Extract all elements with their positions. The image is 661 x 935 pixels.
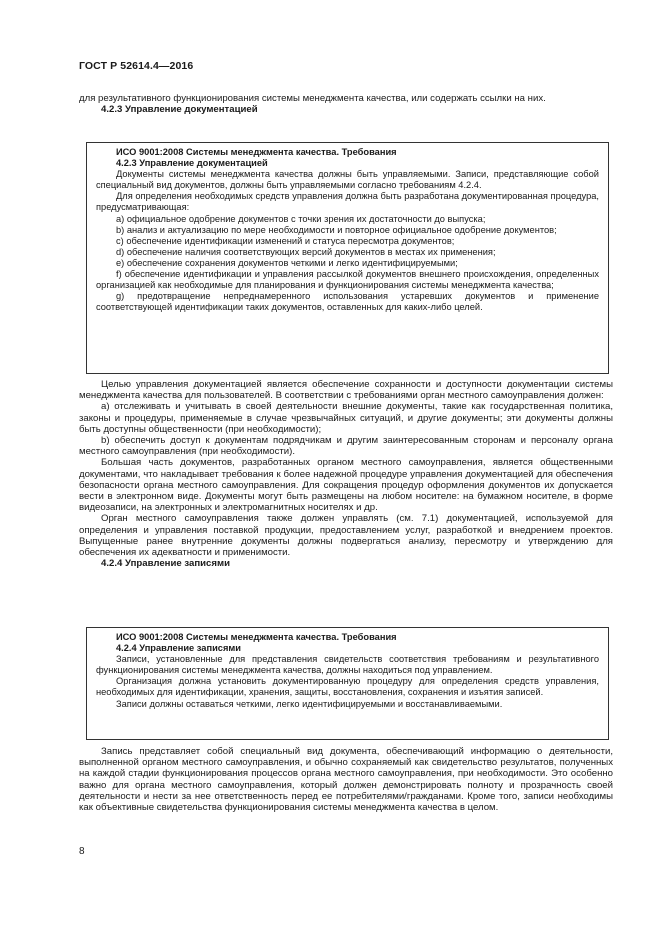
iso-quote-box-4-2-4 (86, 627, 609, 740)
list-item: b) обеспечить доступ к документам подрядчикам и другим заинтересованным сторонам и персоналу органа местного самоуправления (при необходимости). (79, 435, 613, 458)
paragraph: Целью управления документацией является обеспечение сохранности и доступности документации системы менеджмента качества для пользователей. В соответствии с требованиями орган местного самоуправления должен: (79, 379, 613, 402)
quote-title: ИСО 9001:2008 Системы менеджмента качества. Требования (116, 147, 397, 157)
list-item: c) обеспечение идентификации изменений и статуса пересмотра документов; (116, 235, 455, 246)
list-item: e) обеспечение сохранения документов четкими и легко идентифицируемыми; (116, 257, 458, 268)
quote-subtitle: 4.2.4 Управление записями (116, 643, 241, 654)
page-number: 8 (79, 846, 85, 857)
paragraph: Организация должна установить документированную процедуру для определения средств управления, необходимых для идентификации, хранения, защиты, восстановления, сохранения и изъятия записей. (96, 676, 599, 698)
paragraph: Запись представляет собой специальный вид документа, обеспечивающий информацию о деятельности, выполненной органом местного самоуправления, и обычно сохраняемый как свидетельство результатов, полученных на каждой стадии функционирования процессов органа местного самоуправления, при необходимости. Это особенно важно для органа местного самоуправления, который должен демонстрировать полноту и прозрачность своей деятельности и нести за нее ответственность перед ее потребителями/гражданами. Кроме того, записи необходимы как объективные свидетельства функционирования системы менеджмента качества в целом. (79, 746, 613, 814)
list-item: f) обеспечение идентификации и управления рассылкой документов внешнего происхождения, определенных организацией как необходимые для планирования и функционирования системы менеджмента качества; (96, 269, 599, 291)
paragraph: Большая часть документов, разработанных органом местного самоуправления, является общественными документами, что накладывает требования к более надежной процедуре управления документацией для обеспечения безопасности органа местного самоуправления. Для сокращения процедур оформления документов их допускается вести в электронном виде. Документы могут быть размещены на любом носителе: на бумажном носителе, в форме видеозаписи, на электронных и электромагнитных носителях и др. (79, 457, 613, 514)
paragraph: для результативного функционирования системы менеджмента качества, или содержать ссылки на них. (79, 93, 546, 104)
paragraph: Для определения необходимых средств управления должна быть разработана документированная процедура, предусматривающая: (96, 191, 599, 213)
section-heading-4-2-3: 4.2.3 Управление документацией (101, 104, 258, 116)
paragraph: Орган местного самоуправления также должен управлять (см. 7.1) документацией, используемой для определения и управления поставкой продукции, предоставлением услуг, разработкой и внедрением проектов. Выпущенные ранее внутренние документы должны подвергаться анализу, пересмотру и утверждению для обеспечения их адекватности и применимости. (79, 513, 613, 559)
list-item: a) отслеживать и учитывать в своей деятельности внешние документы, такие как государственная политика, законы и процедуры, применяемые в случае чрезвычайных ситуаций, и другие документы; эти документы должны быть доступны общественности (при необходимости); (79, 401, 613, 435)
final-section (79, 746, 613, 813)
section-heading-4-2-4: 4.2.4 Управление записями (101, 558, 230, 570)
quote-title: ИСО 9001:2008 Системы менеджмента качества. Требования (116, 632, 397, 642)
middle-section (79, 379, 613, 569)
iso-quote-box-4-2-3 (86, 142, 609, 374)
intro-section (79, 93, 613, 115)
paragraph: Документы системы менеджмента качества должны быть управляемыми. Записи, представляющие собой специальный вид документов, должны быть управляемыми согласно требованиям 4.2.4. (96, 169, 599, 191)
paragraph: Записи, установленные для представления свидетельств соответствия требованиям и результативного функционирования системы менеджмента качества, должны находиться под управлением. (96, 654, 599, 676)
list-item: d) обеспечение наличия соответствующих версий документов в местах их применения; (116, 246, 496, 257)
document-header: ГОСТ Р 52614.4—2016 (79, 60, 194, 72)
paragraph: Записи должны оставаться четкими, легко идентифицируемыми и восстанавливаемыми. (116, 698, 503, 709)
list-item: g) предотвращение непреднамеренного использования устаревших документов и применение соответствующей идентификации таких документов, оставленных для каких-либо целей. (96, 291, 599, 313)
list-item: a) официальное одобрение документов с точки зрения их достаточности до выпуска; (116, 213, 486, 224)
quote-subtitle: 4.2.3 Управление документацией (116, 158, 268, 169)
list-item: b) анализ и актуализацию по мере необходимости и повторное официальное одобрение документов; (116, 224, 557, 235)
